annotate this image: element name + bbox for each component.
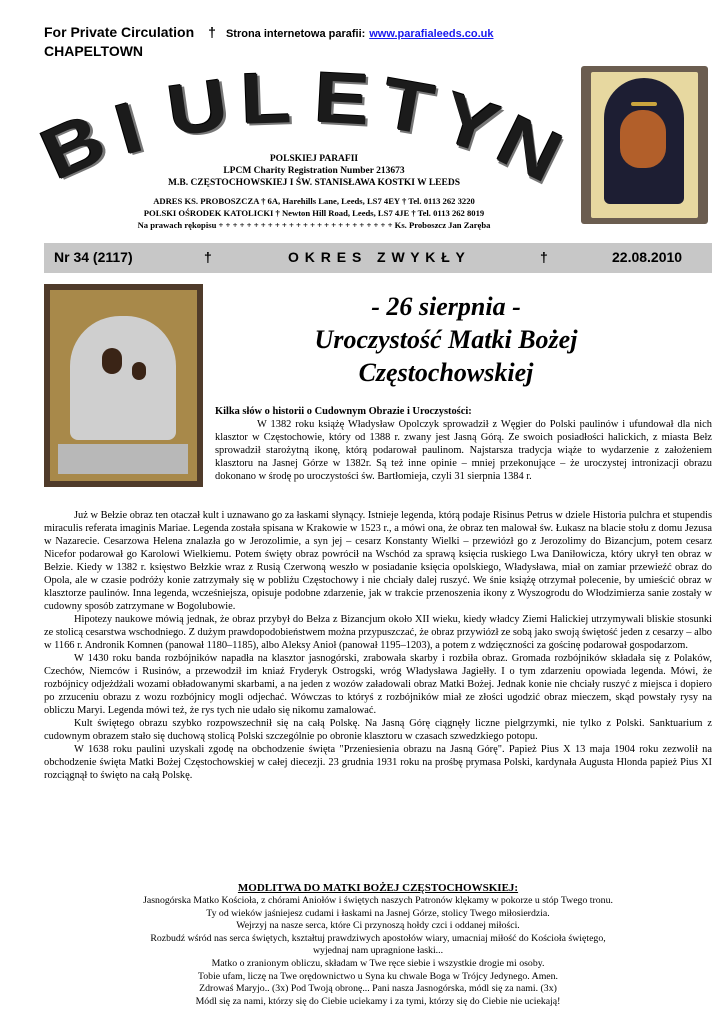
prayer-line: Módl się za nami, którzy się do Ciebie uciekamy i za tymi, którzy się do Ciebie nie uciekają!: [195, 995, 561, 1007]
address-line: ADRES KS. PROBOSZCZA † 6A, Harehills Lane, Leeds, LS7 4EY † Tel. 0113 262 3220: [153, 196, 475, 206]
article-body: [44, 509, 712, 782]
private-circulation: For Private Circulation: [44, 24, 195, 40]
prayer-line: Matko o zranionym obliczu, składam w Twe ręce siebie i wszystkie drogie mi osoby.: [211, 957, 545, 969]
article-paragraph: Hipotezy naukowe mówią jednak, że obraz przybył do Bełza z Bizancjum około XII wieku, kiedy władcy Ziemi Halickiej utrzymywali bliskie stosunki ze stolicą cesarstwa wschodniego. Z dużym prawdopodobieństwem można przypuszczać, że obraz przywiózł ze sobą jako swoją świętość jeden z cesarzy – albo w 1166 r. Andronik Komnen (panował 1180–1185), albo Aleksy Anioł (panował 1195–1203), a potem z wdzięczności za gościnę podarował gospodarzom.: [44, 614, 712, 651]
prayer-title: MODLITWA DO MATKI BOŻEJ CZĘSTOCHOWSKIEJ:: [237, 882, 519, 894]
issue-date: 22.08.2010: [612, 249, 683, 265]
article-paragraph: Kult świętego obrazu szybko rozpowszechnił się na całą Polskę. Na Jasną Górę ciągnęły liczne pielgrzymki, nie tylko z Polski. Sanktuarium z cudownym obrazem stało się duchową stolicą Polski szczególnie po obronie klasztoru w czasach szwedzkiego potopu.: [44, 718, 712, 742]
masthead-letter: N: [485, 100, 574, 199]
parish-line: LPCM Charity Registration Number 213673: [223, 166, 405, 176]
address-line: Na prawach rękopisu + + + + + + + + + + + + + + + + + + + + + + + + + Ks. Proboszcz Jan Zaręba: [137, 220, 491, 230]
article-lead: [215, 405, 712, 483]
article-subheading: Kilka słów o historii o Cudownym Obrazie i Uroczystości:: [215, 406, 472, 417]
masthead-letter: L: [239, 58, 293, 140]
title-line: - 26 sierpnia -: [371, 292, 521, 321]
czestochowa-icon-photo: [44, 284, 203, 487]
title-line: Uroczystość Matki Bożej: [314, 325, 578, 354]
issue-bar: [44, 243, 712, 273]
parish-info: [60, 153, 568, 231]
prayer-line: Ty od wieków jaśniejesz cudami i łaskami na Jasnej Górze, stolicy Twego miłosierdzia.: [206, 907, 550, 919]
issue-number: Nr 34 (2117): [54, 249, 133, 265]
lead-paragraph: W 1382 roku książę Władysław Opolczyk sprowadził z Węgier do Polski paulinów i ufundował dla nich klasztor w Częstochowie, który od 1388 r. zwany jest Jasną Górą. Ze swoich posiadłości halickich, z miasta Bełz sprowadził starożytną ikonę, którą podarował paulinom. Najstarsza tradycja wiąże to wydarzenie z założeniem klasztoru na Jasnej Górze w 1382r. Są też inne opinie – mniej przekonujące – że uroczystej intronizacji obrazu dokonano w środę po uroczystości św. Bartłomieja, czyli 31 sierpnia 1384 r.: [215, 419, 712, 482]
title-line: Częstochowskiej: [358, 358, 534, 387]
masthead-letter: U: [162, 64, 234, 153]
article-title: [220, 290, 672, 389]
article-paragraph: Już w Bełzie obraz ten otaczał kult i uznawano go za łaskami słynący. Istnieje legenda, którą podaje Risinus Petrus w dziele Historia pulchra et stupendis miraculis referata imaginis Mariae. Legenda została spisana w Krakowie w 1523 r., a mówi ona, że obraz ten malował św. Łukasz na blacie stołu z domu Jezusa w Nazarecie. Cesarzowa Helena znalazła go w Jerozolimie, a syn jej – cesarz Konstanty Wielki – przewiózł go z Jerozolimy do Bizancjum, potem cesarz Nicefor podarował go Karolowi Wielkiemu. Potem święty obraz powrócił na Wschód za sprawą księcia ruskiego Lwa Daniłowicza, który ukrył ten obraz w Bełzie. Kiedy w 1382 r. księstwo Bełzkie wraz z Rusią Czerwoną weszło w posiadanie księcia opolskiego, Władysława, miał on zamiar przewieźć obraz do Opola, ale w czasie podróży konie zatrzymały się w pobliżu Częstochowy i nie chciały dalej ruszyć. We śnie książę otrzymał polecenie, by umieścić obraz w klasztorze paulinów. Inna legenda, wcześniejsza, opisuje podobne zdarzenie, jak w trakcie przenoszenia ikony z Wyszogrodu do Włodzimierza sanie zostały w cudowny sposób zatrzymane w Bogolubowie.: [44, 510, 712, 612]
website-label: Strona internetowa parafii:: [225, 28, 366, 40]
article-paragraph: W 1430 roku banda rozbójników napadła na klasztor jasnogórski, zrabowała skarby i rozbiła obraz. Gromada rozbójników składała się z Polaków, Czechów, Niemców i Rusinów, a przewodził im kniaź Fryderyk Ostrogski, wróg Władysława Jagiełły. I o tym zdarzeniu opowiada legenda. Mówi, że rozbójnicy odjeżdżali wozami obładowanymi skarbami, a na jeden z wozów załadowali obraz Matki Bożej. Jednak konie nie chciały ruszyć z miejsca i dopiero po zrzuceniu obrazu z wozu rozbójnicy mogli odjechać. Wówczas to któryś z rozbójników miał ze złości ugodzić obraz mieczem, skąd powstały rysy na obliczu Maryi. Legenda mówi też, że rys tych nie udało się nikomu zamalować.: [44, 653, 712, 716]
prayer-line: Jasnogórska Matko Kościoła, z chórami Aniołów i świętych naszych Patronów klękamy w pokorze u stóp Twego tronu.: [143, 895, 613, 906]
prayer-line: wyjednaj nam upragnione łaski...: [312, 945, 444, 957]
website-link[interactable]: www.parafialeeds.co.uk: [369, 28, 494, 40]
masthead-letter: T: [376, 63, 440, 151]
address-line: POLSKI OŚRODEK KATOLICKI † Newton Hill Road, Leeds, LS7 4JE † Tel. 0113 262 8019: [143, 208, 485, 218]
parish-line: M.B. CZĘSTOCHOWSKIEJ I ŚW. STANISŁAWA KOSTKI W LEEDS: [168, 178, 460, 188]
cross-separator: †: [204, 249, 212, 265]
cross-separator: †: [208, 24, 216, 40]
article-paragraph: W 1638 roku paulini uzyskali zgodę na obchodzenie święta "Przeniesienia obrazu na Jasną Górę". Papież Pius X 13 maja 1904 roku zezwolił na obchodzenie święta Matki Bożej Częstochowskiej w całej diecezji. 23 grudnia 1931 roku na prośbę prymasa Polski, kardynała Augusta Hlonda papież Pius XI rozciągnął to święto na całą Polskę.: [44, 744, 712, 781]
prayer-line: Tobie ufam, liczę na Twe orędownictwo u Syna ku chwale Boga w Trójcy Jedynego. Amen.: [197, 970, 559, 982]
liturgical-season: O K R E S Z W Y K Ł Y: [288, 249, 466, 265]
prayer-line: Zdrowaś Maryjo.. (3x) Pod Twoją obronę... Pani nasza Jasnogórska, módl się za nami. (3x): [199, 983, 557, 995]
parish-line: POLSKIEJ PARAFII: [269, 154, 359, 164]
prayer-line: Rozbudź wśród nas serca świętych, kształtuj prawdziwych apostołów wiary, umacniaj miłość do Kościoła świętego,: [150, 932, 606, 944]
masthead-letter: I: [106, 87, 152, 171]
masthead-letter: Y: [431, 77, 509, 171]
masthead-letter: B: [29, 98, 118, 196]
place-name: CHAPELTOWN: [44, 43, 144, 59]
prayer-line: Wejrzyj na nasze serca, które Ci przynoszą hołdy czci i oddanej miłości.: [236, 920, 520, 932]
madonna-icon-photo: [581, 66, 708, 224]
cross-separator: †: [540, 249, 548, 265]
masthead-letter: E: [312, 57, 372, 141]
prayer-section: [44, 882, 712, 1008]
